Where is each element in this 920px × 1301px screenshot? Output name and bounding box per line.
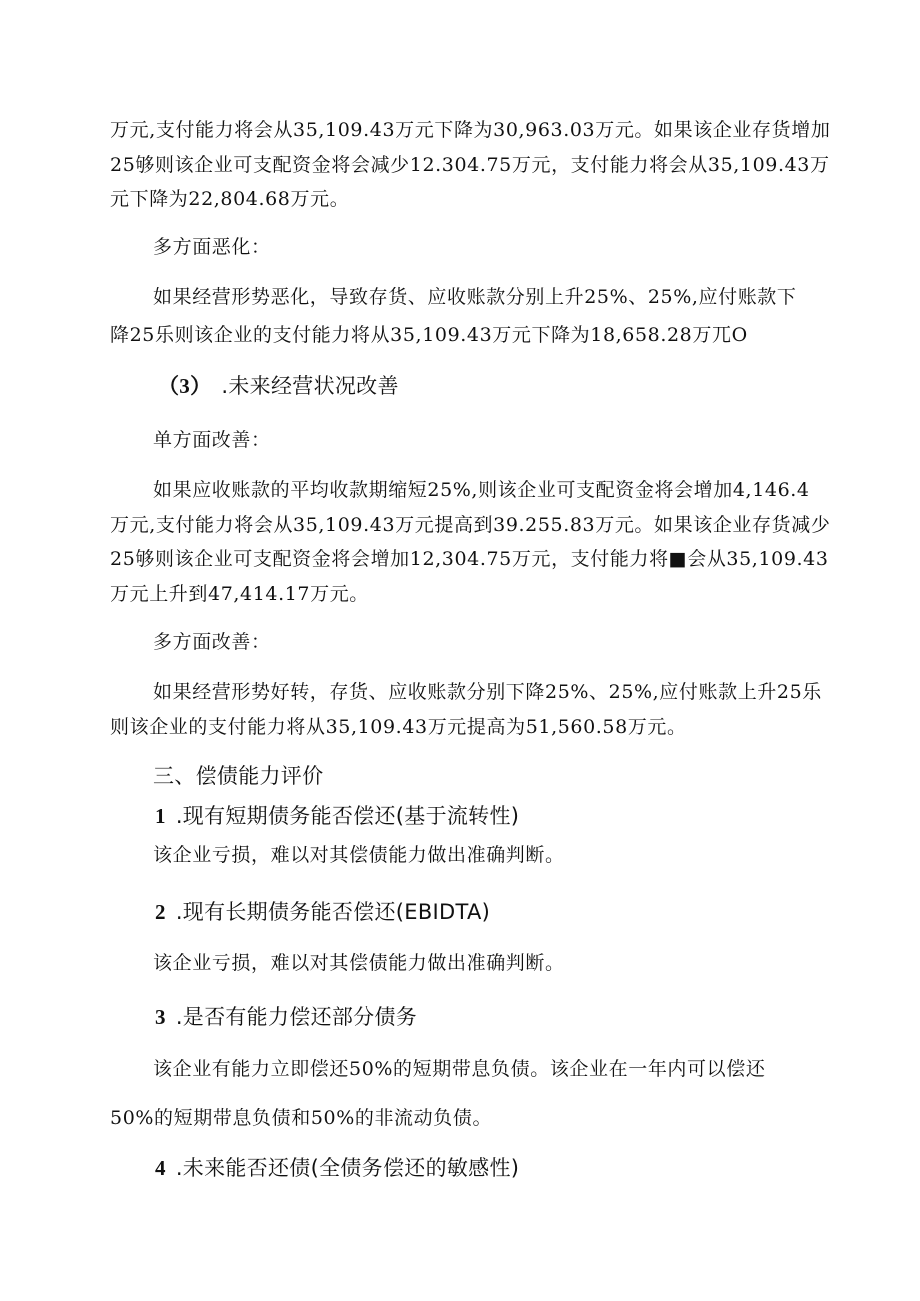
text-line: 50%的短期带息负债和50%的非流动负债。 — [110, 1107, 493, 1129]
heading-text: .是否有能力偿还部分债务 — [175, 1005, 418, 1029]
heading-long-term-debt — [155, 899, 490, 925]
heading-number: 1 — [155, 804, 166, 828]
text-line: 如果应收账款的平均收款期缩短25%,则该企业可支配资金将会增加4,146.4 — [153, 479, 810, 501]
text-line: 则该企业的支付能力将从35,109.43万元提高为51,560.58万元。 — [110, 716, 687, 738]
heading-number: 2 — [155, 900, 166, 924]
subheading-text: .未来经营状况改善 — [221, 374, 399, 398]
text-line: 万元上升到47,414.17万元。 — [110, 583, 369, 605]
heading-partial-repayment — [155, 1004, 417, 1030]
text-line: 降25乐则该企业的支付能力将从35,109.43万元下降为18,658.28万兀O — [110, 324, 748, 346]
heading-short-term-debt — [155, 803, 519, 829]
text-line: 该企业有能力立即偿还50%的短期带息负债。该企业在一年内可以偿还 — [153, 1058, 766, 1080]
heading-text: .未来能否还债(全债务偿还的敏感性) — [175, 1156, 520, 1180]
text-line: 25够则该企业可支配资金将会减少12.304.75万元，支付能力将会从35,109.43万 — [110, 154, 830, 176]
subheading-number: （3） — [158, 374, 212, 398]
heading-number: 4 — [155, 1156, 166, 1180]
heading-future-repayment — [155, 1155, 519, 1181]
heading-text: .现有短期债务能否偿还(基于流转性) — [175, 804, 520, 828]
text-line: 如果经营形势恶化，导致存货、应收账款分别上升25%、25%,应付账款下 — [153, 286, 797, 308]
text-line: 该企业亏损，难以对其偿债能力做出准确判断。 — [153, 844, 565, 866]
text-line: 元下降为22,804.68万元。 — [110, 188, 350, 210]
text-line: 如果经营形势好转，存货、应收账款分别下降25%、25%,应付账款上升25乐 — [153, 681, 822, 703]
text-line: 该企业亏损，难以对其偿债能力做出准确判断。 — [153, 952, 565, 974]
heading-text: .现有长期债务能否偿还(EBIDTA) — [175, 900, 491, 924]
label-multi-improvement: 多方面改善： — [153, 631, 271, 653]
section-heading-solvency: 三、偿债能力评价 — [153, 764, 324, 788]
text-line: 万元,支付能力将会从35,109.43万元下降为30,963.03万元。如果该企业存货增加 — [110, 119, 831, 141]
subheading-future-improvement — [158, 373, 399, 399]
label-single-improvement: 单方面改善： — [153, 429, 271, 451]
text-line: 万元,支付能力将会从35,109.43万元提高到39.255.83万元。如果该企业存货减少 — [110, 514, 831, 536]
label-multi-deterioration: 多方面恶化： — [153, 236, 271, 258]
heading-number: 3 — [155, 1005, 166, 1029]
text-line: 25够则该企业可支配资金将会增加12,304.75万元，支付能力将■会从35,109.43 — [110, 548, 829, 570]
